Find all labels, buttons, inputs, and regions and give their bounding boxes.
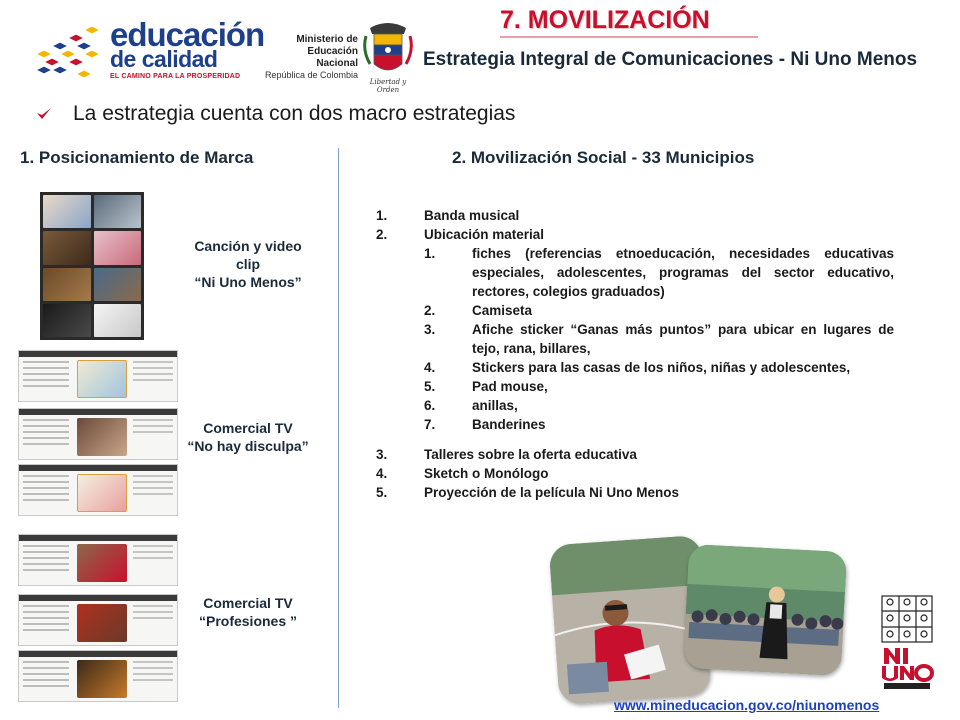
caption-commercial-professions bbox=[176, 594, 320, 630]
list-item: 1. Banda musical bbox=[376, 208, 520, 223]
poster-cell bbox=[43, 304, 91, 337]
caption-line: “Profesiones ” bbox=[198, 613, 298, 629]
logo-text-educacion: educación bbox=[110, 16, 265, 53]
list-item: 2. Ubicación material bbox=[376, 227, 545, 242]
caption-line: Comercial TV bbox=[203, 420, 293, 436]
poster-cell bbox=[94, 195, 142, 228]
storyboard-panel bbox=[18, 650, 178, 702]
caption-line: clip bbox=[235, 256, 261, 272]
educacion-logo-cubes-icon bbox=[30, 24, 108, 82]
storyboard-panel bbox=[18, 350, 178, 402]
sub-list-item: 1. fiches (referencias etnoeducación, necesidades educativas especiales, adolescentes, programas del sector educativo, rectores, colegios graduados) bbox=[424, 246, 894, 299]
list-item: 3. Talleres sobre la oferta educativa bbox=[376, 447, 637, 462]
storyboard-panel bbox=[18, 534, 178, 586]
song-videoclip-poster bbox=[40, 192, 144, 340]
checkmark-bullet-icon bbox=[36, 106, 52, 122]
poster-cell bbox=[94, 231, 142, 264]
title-underline bbox=[500, 36, 758, 38]
shield-caption: Libertad y Orden bbox=[369, 78, 407, 94]
storyboard-panel bbox=[18, 408, 178, 460]
ministry-line-1: Ministerio de bbox=[296, 34, 358, 45]
ministry-line-3: República de Colombia bbox=[264, 70, 358, 80]
caption-line: Comercial TV bbox=[203, 595, 293, 611]
heading-brand-positioning: 1. Posicionamiento de Marca bbox=[20, 148, 254, 167]
event-photo-performance bbox=[683, 544, 847, 676]
list-item: 4. Sketch o Monólogo bbox=[376, 466, 549, 481]
sub-list-item: 6. anillas, bbox=[424, 398, 518, 413]
poster-cell bbox=[94, 268, 142, 301]
page-subtitle: Estrategia Integral de Comunicaciones - Ni Uno Menos bbox=[422, 49, 918, 70]
caption-line: “Ni Uno Menos” bbox=[194, 274, 302, 290]
poster-cell bbox=[94, 304, 142, 337]
section-title: 7. MOVILIZACIÓN bbox=[500, 6, 710, 34]
caption-line: Canción y video bbox=[194, 238, 302, 254]
colombia-coat-of-arms-icon bbox=[362, 20, 414, 84]
ni-uno-menos-logo-icon bbox=[876, 592, 938, 692]
sub-list-item: 4. Stickers para las casas de los niños, niñas y adolescentes, bbox=[424, 360, 851, 375]
poster-cell bbox=[43, 195, 91, 228]
sub-list-item: 2. Camiseta bbox=[424, 303, 533, 318]
storyboard-panel bbox=[18, 464, 178, 516]
list-item: 5. Proyección de la película Ni Uno Menos bbox=[376, 485, 680, 500]
storyboard-panel bbox=[18, 594, 178, 646]
caption-line: “No hay disculpa” bbox=[187, 438, 309, 454]
poster-cell bbox=[43, 231, 91, 264]
poster-cell bbox=[43, 268, 91, 301]
logo-tagline: EL CAMINO PARA LA PROSPERIDAD bbox=[110, 73, 241, 80]
ministry-line-2: Educación Nacional bbox=[307, 46, 358, 69]
heading-social-mobilization: 2. Movilización Social - 33 Municipios bbox=[452, 148, 755, 167]
caption-song-videoclip bbox=[176, 237, 320, 291]
column-divider bbox=[338, 148, 339, 708]
sub-list-item: 5. Pad mouse, bbox=[424, 379, 548, 394]
footer-url-link[interactable]: www.mineducacion.gov.co/niunomenos bbox=[614, 697, 880, 713]
mobilization-list bbox=[376, 206, 894, 502]
sub-list-item: 7. Banderines bbox=[424, 417, 546, 432]
logo-text-de-calidad: de calidad bbox=[110, 46, 218, 72]
caption-commercial-no-excuse bbox=[176, 419, 320, 455]
intro-text: La estrategia cuenta con dos macro estrategias bbox=[73, 102, 516, 125]
ministry-name bbox=[264, 34, 358, 81]
sub-list-item: 3. Afiche sticker “Ganas más puntos” para ubicar en lugares de tejo, rana, billares, bbox=[424, 322, 894, 356]
